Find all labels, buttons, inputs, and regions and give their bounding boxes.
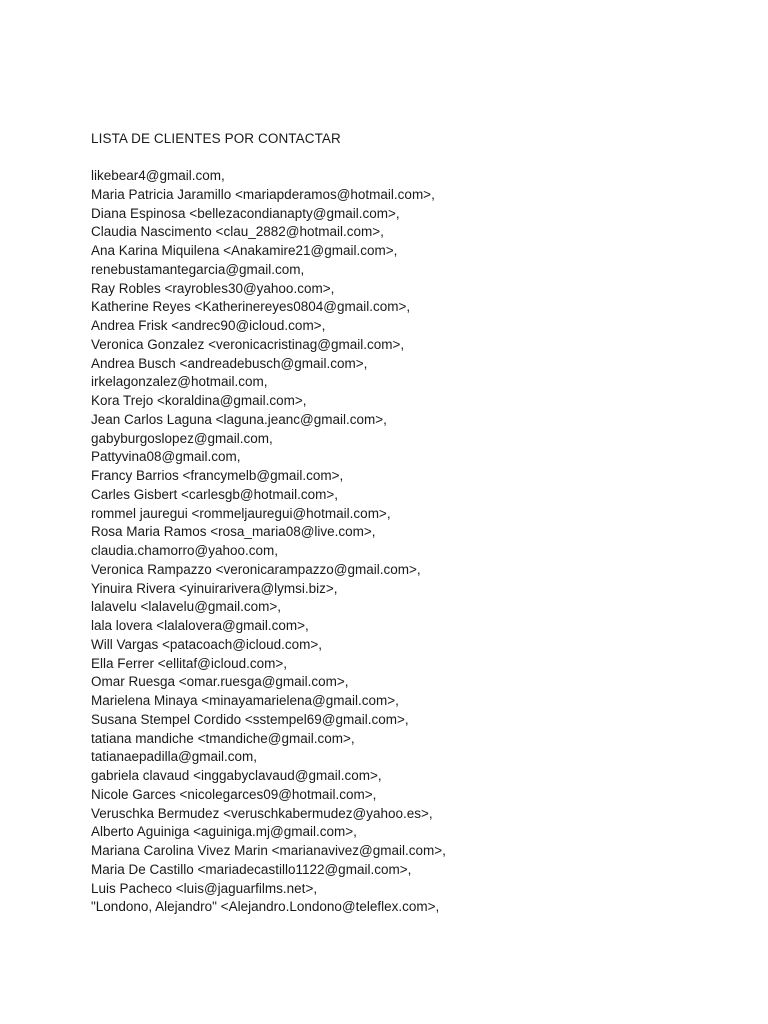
contact-entry: Diana Espinosa <bellezacondianapty@gmail.com>, [91, 205, 400, 221]
contact-entry: lala lovera <lalalovera@gmail.com>, [91, 618, 309, 633]
document-title: LISTA DE CLIENTES POR CONTACTAR [91, 131, 341, 146]
contact-entry: Nicole Garces <nicolegarces09@hotmail.com>, [91, 786, 377, 802]
contact-entry: Ana Karina Miquilena <Anakamire21@gmail.com>, [91, 243, 398, 258]
contact-entry: tatianaepadilla@gmail.com, [91, 749, 258, 765]
contact-entry: Francy Barrios <francymelb@gmail.com>, [91, 468, 344, 483]
contact-entry: Pattyvina08@gmail.com, [91, 449, 241, 465]
contact-entry: Susana Stempel Cordido <sstempel69@gmail.com>, [91, 711, 409, 727]
contact-entry: Ray Robles <rayrobles30@yahoo.com>, [91, 280, 335, 296]
contact-entry: Marielena Minaya <minayamarielena@gmail.com>, [91, 693, 399, 708]
contact-entry: gabriela clavaud <inggabyclavaud@gmail.com>, [91, 768, 382, 783]
contact-entry: Kora Trejo <koraldina@gmail.com>, [91, 393, 307, 408]
contact-entry: Veruschka Bermudez <veruschkabermudez@yahoo.es>, [91, 805, 433, 821]
contact-list [91, 167, 446, 917]
contact-entry: Mariana Carolina Vivez Marin <marianavivez@gmail.com>, [91, 843, 446, 858]
contact-entry: Yinuira Rivera <yinuirarivera@lymsi.biz>, [91, 580, 338, 596]
contact-entry: Andrea Busch <andreadebusch@gmail.com>, [91, 355, 368, 371]
contact-entry: rommel jauregui <rommeljauregui@hotmail.com>, [91, 505, 391, 521]
contact-entry: Veronica Rampazzo <veronicarampazzo@gmail.com>, [91, 561, 421, 577]
contact-entry: claudia.chamorro@yahoo.com, [91, 543, 279, 558]
contact-entry: Jean Carlos Laguna <laguna.jeanc@gmail.com>, [91, 411, 387, 427]
contact-entry: Carles Gisbert <carlesgb@hotmail.com>, [91, 486, 339, 502]
contact-entry: Ella Ferrer <ellitaf@icloud.com>, [91, 655, 288, 671]
contact-entry: Rosa Maria Ramos <rosa_maria08@live.com>, [91, 524, 376, 540]
contact-entry: irkelagonzalez@hotmail.com, [91, 374, 268, 390]
contact-entry: Andrea Frisk <andrec90@icloud.com>, [91, 318, 326, 333]
contact-entry: Will Vargas <patacoach@icloud.com>, [91, 636, 323, 652]
contact-entry: lalavelu <lalavelu@gmail.com>, [91, 599, 282, 615]
contact-entry: Katherine Reyes <Katherinereyes0804@gmail.com>, [91, 299, 411, 315]
contact-entry: Maria Patricia Jaramillo <mariapderamos@hotmail.com>, [91, 186, 435, 202]
contact-entry: Claudia Nascimento <clau_2882@hotmail.com>, [91, 224, 384, 240]
contact-entry: Veronica Gonzalez <veronicacristinag@gmail.com>, [91, 336, 405, 352]
contact-entry: renebustamantegarcia@gmail.com, [91, 261, 305, 277]
contact-entry: "Londono, Alejandro" <Alejandro.Londono@teleflex.com>, [91, 899, 440, 915]
contact-entry: Maria De Castillo <mariadecastillo1122@gmail.com>, [91, 861, 412, 877]
contact-entry: Alberto Aguiniga <aguiniga.mj@gmail.com>, [91, 824, 357, 840]
contact-entry: Omar Ruesga <omar.ruesga@gmail.com>, [91, 674, 349, 690]
contact-entry: Luis Pacheco <luis@jaguarfilms.net>, [91, 880, 318, 896]
contact-entry: gabyburgoslopez@gmail.com, [91, 430, 273, 446]
contact-entry: likebear4@gmail.com, [91, 168, 225, 183]
contact-entry: tatiana mandiche <tmandiche@gmail.com>, [91, 730, 355, 746]
